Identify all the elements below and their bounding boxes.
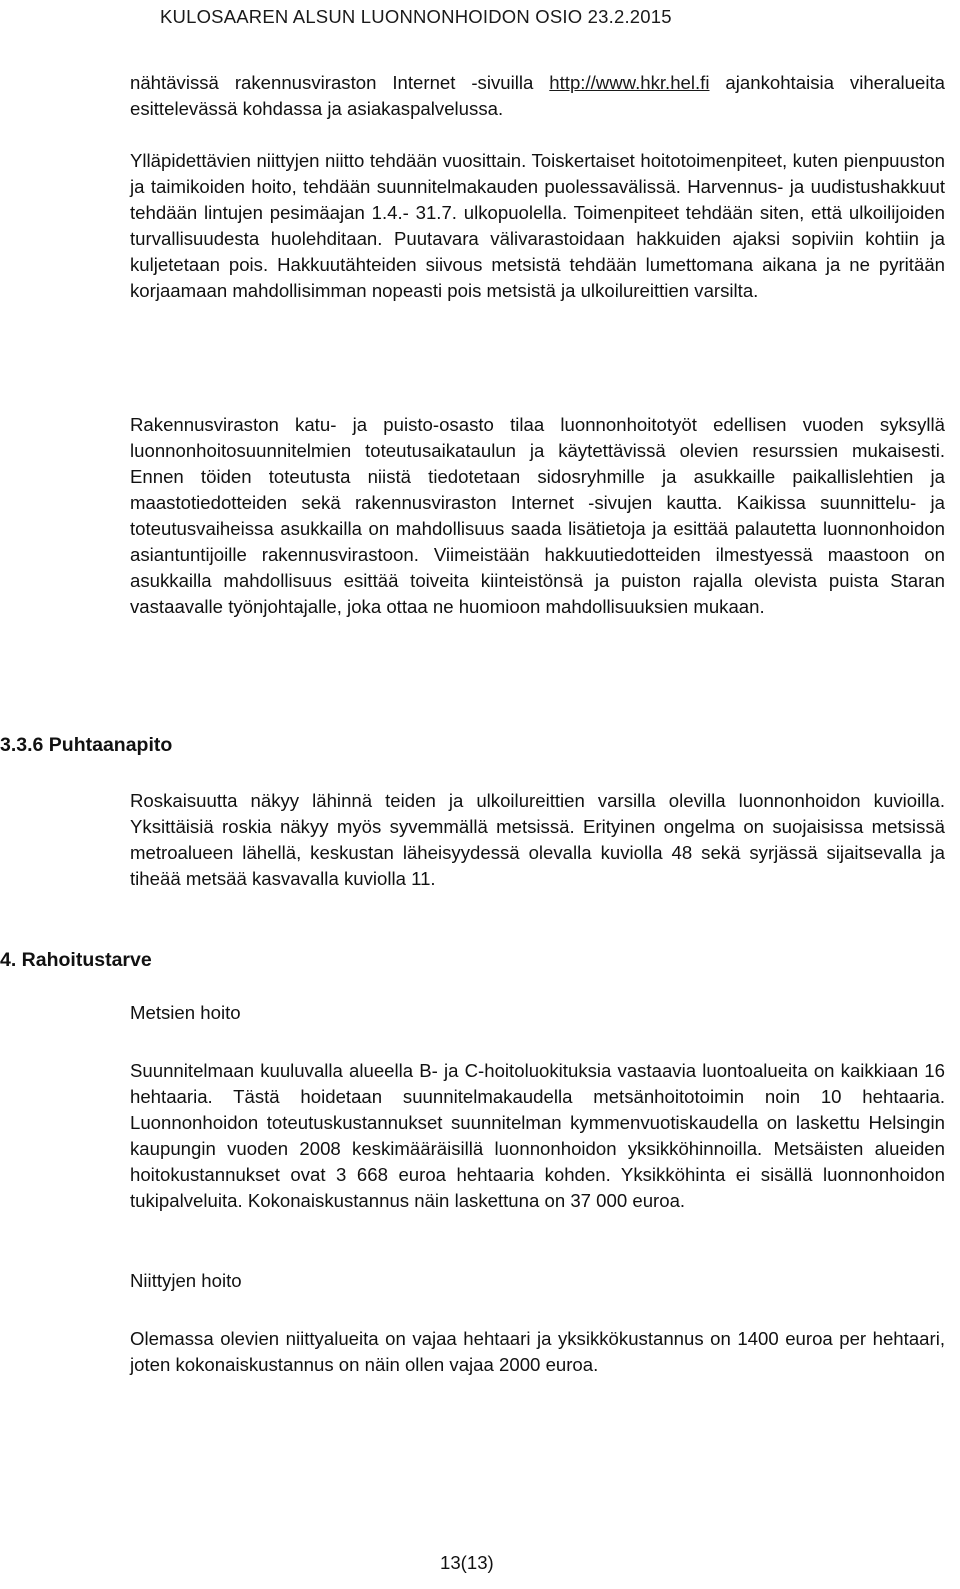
intro-paragraph-2: Ylläpidettävien niittyjen niitto tehdään vuosittain. Toiskertaiset hoitotoimenpiteet, kuten pienpuuston ja taimikoiden hoito, tehdään suunnitelmakauden puolessavälissä. Harvennus- ja uudistushakkuut tehdään lintujen pesimäajan 1.4.- 31.7. ulkopuolella. Toimenpiteet tehdään siten, että ulkoilijoiden turvallisuudesta huolehditaan. Puutavara välivarastoidaan hakkuiden ajaksi sopiviin kohtiin ja kuljetetaan pois. Hakkuutähteiden siivous metsistä tehdään lumettomana aikana ja ne pyritään korjaamaan mahdollisimman nopeasti pois metsistä ja ulkoilureittien varsilta. [130,150,945,301]
section-heading-rahoitustarve: 4. Rahoitustarve [0,949,152,971]
subheading-metsien-hoito: Metsien hoito [130,1002,241,1023]
section-heading-puhtaanapito: 3.3.6 Puhtaanapito [0,734,173,756]
intro-paragraph-1 [130,70,945,122]
website-link[interactable]: http://www.hkr.hel.fi [549,72,710,93]
intro-paragraph-3: Rakennusviraston katu- ja puisto-osasto tilaa luonnonhoitotyöt edellisen vuoden syksyllä luonnonhoitosuunnitelmien toteutusaikataulun ja käytettävissä olevien resurssien mukaisesti. Ennen töiden toteutusta niistä tiedotetaan sidosryhmille ja asukkaille paikallislehtien ja maastotiedotteiden sekä rakennusviraston Internet -sivujen kautta. Kaikissa suunnittelu- ja toteutusvaiheissa asukkailla on mahdollisuus saada lisätietoja ja esittää palautetta luonnonhoidon asiantuntijoille rakennusvirastoon. Viimeistään hakkuutiedotteiden ilmestyessä maastoon on asukkailla mahdollisuus esittää toiveita kiinteistönsä ja puiston rajalla olevista puista Staran vastaavalle työnjohtajalle, joka ottaa ne huomioon mahdollisuuksien mukaan. [130,414,945,617]
intro-p1-suffix: ajankohtaisia viheralueita esittelevässä kohdassa ja asiakaspalvelussa. [130,72,945,119]
puhtaanapito-paragraph: Roskaisuutta näkyy lähinnä teiden ja ulkoilureittien varsilla olevilla luonnonhoidon kuvioilla. Yksittäisiä roskia näkyy myös syvemmällä metsissä. Erityinen ongelma on suojaisissa metsissä metroalueen lähellä, keskustan läheisyydessä olevalla kuviolla 48 sekä syrjässä sijaitsevalla ja tiheää metsää kasvavalla kuviolla 11. [130,790,945,889]
metsien-hoito-paragraph: Suunnitelmaan kuuluvalla alueella B- ja C-hoitoluokituksia vastaavia luontoalueita on kaikkiaan 16 hehtaaria. Tästä hoidetaan suunnitelmakaudella metsänhoitotoimin noin 10 hehtaaria. Luonnonhoidon toteutuskustannukset suunnitelman kymmenvuotiskaudella on laskettu Helsingin kaupungin vuoden 2008 keskimääräisillä luonnonhoidon yksikköhinnoilla. Metsäisten alueiden hoitokustannukset ovat 3 668 euroa hehtaaria kohden. Yksikköhinta ei sisällä luonnonhoidon tukipalveluita. Kokonaiskustannus näin laskettuna on 37 000 euroa. [130,1060,945,1211]
document-header-title: KULOSAAREN ALSUN LUONNONHOIDON OSIO 23.2.2015 [160,6,672,27]
subheading-niittyjen-hoito: Niittyjen hoito [130,1270,242,1291]
niittyjen-hoito-paragraph: Olemassa olevien niittyalueita on vajaa hehtaari ja yksikkökustannus on 1400 euroa per hehtaari, joten kokonaiskustannus on näin ollen vajaa 2000 euroa. [130,1328,945,1375]
intro-p1-prefix: nähtävissä rakennusviraston Internet -sivuilla [130,72,550,93]
page-number: 13(13) [440,1552,494,1573]
